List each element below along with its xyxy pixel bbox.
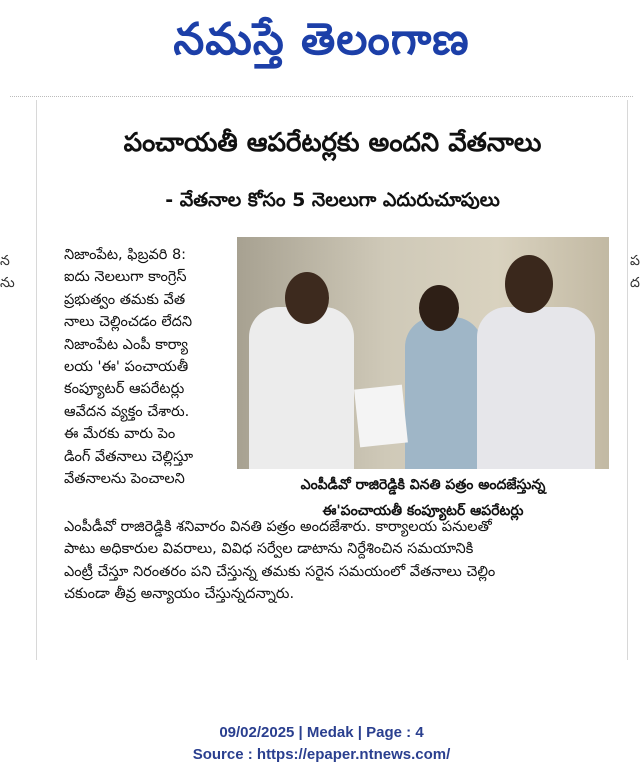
body-line: లయ 'ఈ' పంచాయతీ [64, 359, 189, 376]
person-head [285, 272, 329, 324]
article-body-full [64, 516, 609, 606]
masthead-title: నమస్తే తెలంగాణ [173, 14, 470, 65]
body-line: ఎంపీడీవో రాజిరెడ్డికి శనివారం వినతి పత్రం అందజేశారు. కార్యాలయ పనులతో [64, 519, 492, 535]
body-line: నిజాంపేట, ఫిబ్రవరి 8: [64, 247, 187, 263]
body-line: కంప్యూటర్ ఆపరేటర్లు [64, 381, 185, 398]
petition-paper [354, 385, 408, 448]
newspaper-masthead [0, 4, 643, 76]
adjacent-article-fragment: న ను [0, 253, 15, 291]
person-head [419, 285, 459, 331]
body-line: ఆవేదన వ్యక్తం చేశారు. [64, 403, 190, 420]
article-photo [237, 237, 609, 469]
body-line: ఎంట్రీ చేస్తూ నిరంతరం పని చేస్తున్న తమకు సరైన సమయంలో వేతనాలు చెల్లిం [64, 563, 496, 580]
masthead-divider [10, 96, 633, 97]
footer-edition-line: 09/02/2025 | Medak | Page : 4 [219, 724, 424, 741]
body-line: నిజాంపేట ఎంపీ కార్యా [64, 336, 189, 353]
person-figure [249, 307, 354, 469]
person-figure [405, 317, 483, 469]
body-line: నాలు చెల్లించడం లేదని [64, 314, 193, 331]
body-line: చకుండా తీవ్ర అన్యాయం చేస్తున్నదన్నారు. [64, 586, 295, 603]
adjacent-article-fragment: ప ద [630, 253, 640, 291]
body-line: డింగ్ వేతనాలు చెల్లిస్తూ [64, 448, 194, 465]
caption-line: ఎంపీడీవో రాజిరెడ్డికి వినతి పత్రం అందజేస్తున్న [300, 477, 546, 493]
caption-line: ఈ'పంచాయతీ కంప్యూటర్ ఆపరేటర్లు [322, 503, 524, 519]
body-line: ఈ మేరకు వారు పెం [64, 426, 176, 443]
person-figure [477, 307, 595, 469]
article-headline: పంచాయతీ ఆపరేటర్లకు అందని వేతనాలు [123, 128, 542, 158]
article-body-column [64, 244, 234, 490]
footer-source-link[interactable]: Source : https://epaper.ntnews.com/ [192, 746, 451, 763]
person-head [505, 255, 553, 313]
body-line: ఐదు నెలలుగా కాంగ్రెస్ [64, 269, 187, 286]
body-line: వేతనాలను పెంచాలని [64, 471, 185, 488]
page-footer [0, 722, 643, 766]
body-line: పాటు అధికారుల వివరాలు, వివిధ సర్వేల డాటాను నిర్దేశించిన సమయానికి [64, 541, 474, 558]
column-divider-left [36, 100, 37, 660]
article-subhead: - వేతనాల కోసం 5 నెలలుగా ఎదురుచూపులు [165, 189, 500, 211]
body-line: ప్రభుత్వం తమకు వేత [64, 291, 186, 308]
column-divider-right [627, 100, 628, 660]
